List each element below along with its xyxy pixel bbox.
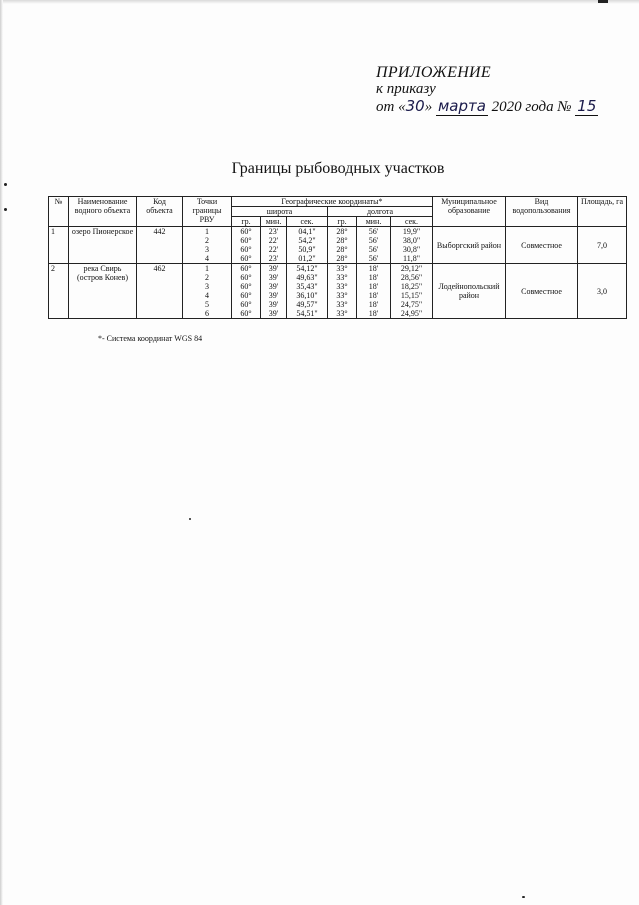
header-longitude: долгота <box>328 207 433 217</box>
row-lon-deg: 33° 33° 33° 33° 33° 33° <box>328 264 357 319</box>
header-num: № <box>49 197 69 227</box>
header-lat-deg: гр. <box>232 217 261 227</box>
header-municipality: Муниципальное образование <box>433 197 506 227</box>
scan-speck <box>4 208 7 211</box>
header-lon-min: мин. <box>357 217 391 227</box>
row-lon-deg: 28° 28° 28° 28° <box>328 227 357 264</box>
row-points: 1 2 3 4 <box>183 227 232 264</box>
document-title: Границы рыбоводных участков <box>231 160 445 177</box>
row-municipality: Лодейнопольский район <box>433 264 506 319</box>
header-lon-deg: гр. <box>328 217 357 227</box>
handwritten-order-number: 15 <box>577 97 597 115</box>
row-points: 1 2 3 4 5 6 <box>183 264 232 319</box>
appendix-header <box>376 64 626 116</box>
row-municipality: Выборгский район <box>433 227 506 264</box>
row-area: 3,0 <box>578 264 627 319</box>
row-lat-sec: 54,12" 49,63" 35,43" 36,10" 49,57" 54,51" <box>287 264 328 319</box>
row-code: 442 <box>137 227 183 264</box>
date-mid: » <box>424 99 433 115</box>
scan-speck <box>598 0 608 3</box>
row-lat-min: 39' 39' 39' 39' 39' 39' <box>261 264 287 319</box>
handwritten-month: марта <box>437 97 486 115</box>
header-row <box>49 197 627 207</box>
header-coords: Географические координаты* <box>232 197 433 207</box>
row-num: 1 <box>49 227 69 264</box>
scan-speck <box>4 183 7 186</box>
row-lon-sec: 29,12" 28,56" 18,25" 15,15" 24,75" 24,95" <box>391 264 433 319</box>
row-use: Совместное <box>506 264 578 319</box>
row-lat-deg: 60° 60° 60° 60° 60° 60° <box>232 264 261 319</box>
row-name: река Свирь (остров Конев) <box>69 264 137 319</box>
row-lon-sec: 19,9" 38,0" 30,8" 11,8" <box>391 227 433 264</box>
fish-breeding-areas-table <box>48 196 627 319</box>
row-lat-sec: 04,1" 54,2" 50,9" 01,2" <box>287 227 328 264</box>
appendix-order-line: к приказу <box>376 81 436 97</box>
row-area: 7,0 <box>578 227 627 264</box>
header-area: Площадь, га <box>578 197 627 227</box>
row-use: Совместное <box>506 227 578 264</box>
date-year: 2020 года № <box>491 99 572 115</box>
row-lat-deg: 60° 60° 60° 60° <box>232 227 261 264</box>
table-row <box>49 264 627 319</box>
handwritten-day: 30 <box>405 97 425 115</box>
header-lat-sec: сек. <box>287 217 328 227</box>
footnote: *- Система координат WGS 84 <box>98 334 203 343</box>
header-code: Код объекта <box>137 197 183 227</box>
header-latitude: широта <box>232 207 328 217</box>
row-name: озеро Пионерское <box>69 227 137 264</box>
scan-edge-top <box>0 0 639 4</box>
scan-speck <box>522 896 525 898</box>
appendix-date-line <box>376 98 626 116</box>
header-lon-sec: сек. <box>391 217 433 227</box>
header-lat-min: мин. <box>261 217 287 227</box>
header-name: Наименование водного объекта <box>69 197 137 227</box>
row-lon-min: 18' 18' 18' 18' 18' 18' <box>357 264 391 319</box>
row-lat-min: 23' 22' 22' 23' <box>261 227 287 264</box>
row-code: 462 <box>137 264 183 319</box>
header-use: Вид водопользования <box>506 197 578 227</box>
row-num: 2 <box>49 264 69 319</box>
row-lon-min: 56' 56' 56' 56' <box>357 227 391 264</box>
scan-edge-left <box>0 0 3 905</box>
appendix-title: ПРИЛОЖЕНИЕ <box>376 64 491 81</box>
date-prefix: от « <box>376 99 406 115</box>
header-points: Точки границы РВУ <box>183 197 232 227</box>
table-row <box>49 227 627 264</box>
scan-speck <box>189 518 191 520</box>
